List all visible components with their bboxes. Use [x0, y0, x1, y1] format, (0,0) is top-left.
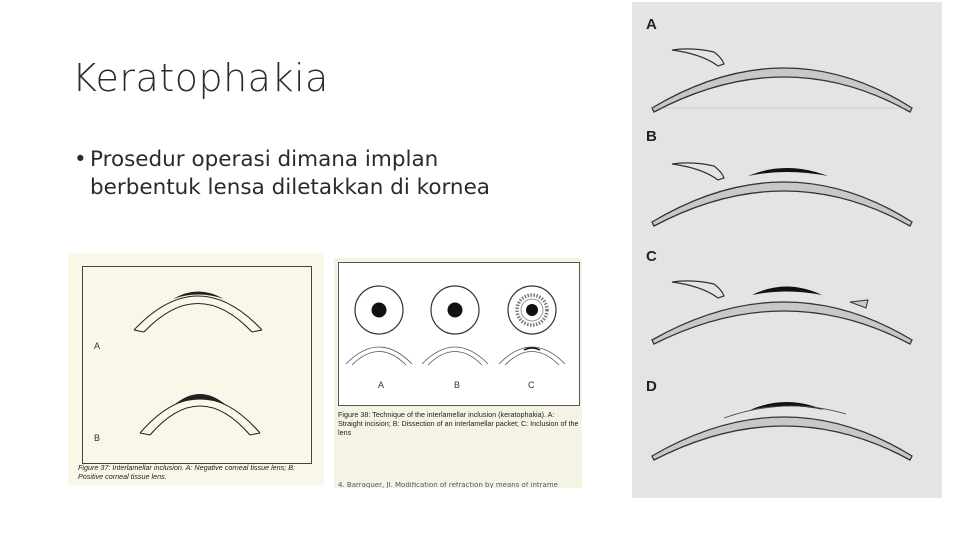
- figure-37-caption: Figure 37: Interlamellar inclusion. A: Negative corneal tissue lens; B: Positive corneal tissue lens.: [78, 463, 296, 481]
- step-label-c: C: [646, 248, 657, 265]
- keratophakia-steps-drawing: [632, 2, 942, 498]
- figure-38-eye-b: [422, 286, 488, 365]
- bullet-marker: •: [74, 147, 87, 172]
- step-d-cornea: [652, 402, 912, 460]
- bullet-list: [74, 146, 544, 202]
- figure-38-cutoff-text: 4. Barraquer, JI. Modification of refraction by means of intrame: [338, 482, 558, 488]
- figure-37-cornea-a: [134, 296, 262, 332]
- keratophakia-steps-figure: [632, 2, 942, 498]
- slide-title: Keratophakia: [72, 56, 329, 100]
- step-b-cornea: [652, 163, 912, 226]
- figure-38-label-b: B: [454, 380, 461, 390]
- figure-38-eye-a: [346, 286, 412, 365]
- figure-38-eye-c: [499, 286, 565, 365]
- figure-38-label-c: C: [528, 380, 535, 390]
- figure-38-drawing: [334, 258, 582, 488]
- figure-37-drawing: [68, 253, 324, 485]
- figure-38-caption: Figure 38: Technique of the interlamellar inclusion (keratophakia). A: Straight incision; B: Dissection of an interlamellar packet; C: Inclusion of the lens: [338, 410, 579, 437]
- step-c-lens-icon: [752, 287, 822, 296]
- figure-37-image: [68, 253, 324, 485]
- step-label-d: D: [646, 378, 657, 395]
- step-b-lens-icon: [748, 168, 828, 176]
- bullet-text: Prosedur operasi dimana implan berbentuk lensa diletakkan di kornea: [90, 147, 490, 200]
- step-label-b: B: [646, 128, 657, 145]
- figure-37-lens-b: [174, 394, 226, 405]
- figure-37-cornea-b: [140, 399, 260, 436]
- step-label-a: A: [646, 16, 657, 33]
- figure-37-lens-a: [173, 292, 224, 300]
- figure-37-label-a: A: [94, 341, 101, 351]
- figure-37-label-b: B: [94, 433, 101, 443]
- bullet-item: [74, 146, 544, 202]
- figure-38-label-a: A: [378, 380, 385, 390]
- figure-38-image: [334, 258, 582, 488]
- step-c-cornea: [652, 281, 912, 344]
- step-a-cornea: [652, 49, 912, 112]
